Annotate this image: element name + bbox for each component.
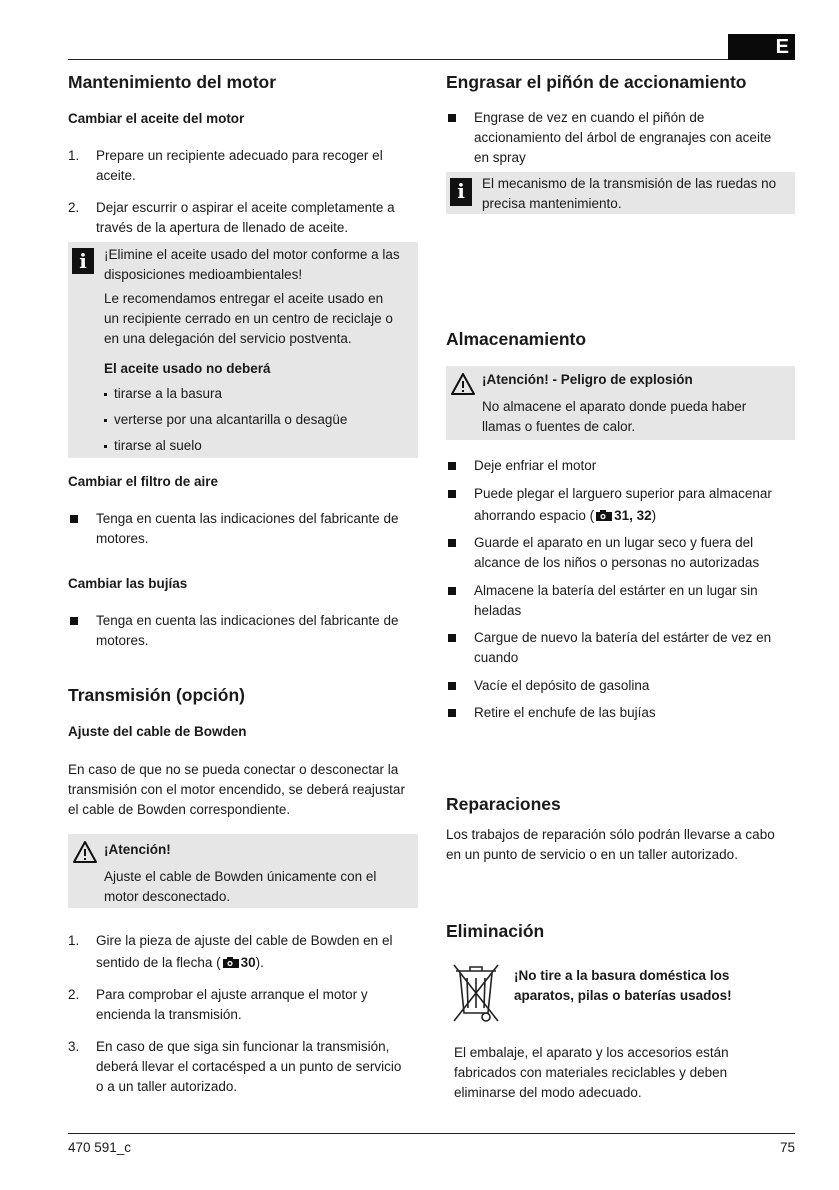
info-icon: i: [450, 178, 472, 206]
bullet-square: [448, 634, 456, 642]
language-tab: E: [728, 34, 795, 60]
section-title-repairs: Reparaciones: [446, 794, 561, 814]
bullet-square: [448, 709, 456, 717]
section-title-storage: Almacenamiento: [446, 329, 587, 349]
bullet-square: [448, 462, 456, 470]
subsection-spark-plugs: Cambiar las bujías: [68, 576, 188, 591]
subsection-air-filter: Cambiar el filtro de aire: [68, 474, 219, 489]
header-rule: [68, 59, 795, 60]
info-icon: i: [72, 248, 94, 274]
bullet-square: [70, 617, 78, 625]
bullet-square: [70, 515, 78, 523]
camera-icon: [223, 957, 239, 968]
warning-icon: [72, 840, 98, 864]
figure-ref: 31, 32: [614, 508, 652, 523]
warning-title: ¡Atención!: [104, 842, 171, 857]
figure-ref: 30: [240, 955, 256, 970]
footer-rule: [68, 1133, 795, 1134]
bullet-square: [448, 114, 456, 122]
warning-box-bowden: ¡Atención! Ajuste el cable de Bowden únicamente con el motor desconectado.: [68, 834, 418, 908]
bullet-square: [448, 682, 456, 690]
subsection-bowden: Ajuste del cable de Bowden: [68, 724, 247, 739]
warning-icon: [450, 372, 476, 396]
section-title-motor: Mantenimiento del motor: [68, 72, 277, 92]
warning-title: ¡Atención! - Peligro de explosión: [482, 372, 693, 387]
manual-page: E Mantenimiento del motor Cambiar el aceite del motor 1. Prepare un recipiente adecuado para recoger el aceite. 2. Dejar escurrir o aspirar el aceite completamente a través de la apertura de llenado de aceite. i ¡Elimine el aceite usado del motor conforme a las disposiciones medioambientales! Le recomendamos entregar el aceite usado en un recipiente cerrado en un centro de reciclaje o en una delegación del servicio postventa. El aceite usado no deberá tirarse a la basura verterse por una alcantarilla o desagüe tirarse al suelo Cambiar el filtro de aire Tenga en cuenta las indicaciones del fabricante de motores. Cambiar las bujías Tenga en cuenta las indicaciones del fabricante de motores. Transmisión (opción) Ajuste del cable de Bowden En caso de que no se pueda conectar o desconectar la transmisión con el motor encendido, se deberá reajustar el cable de Bowden correspondiente. ¡Atención! Ajuste el cable de Bowden únicamente con el motor desconectado. 1. Gire la pieza de ajuste del cable de Bowden en el sentido de la flecha ( 30). 2. Para comprobar el ajuste arranque el motor y encienda la transmisión. 3. En caso de que siga sin funcionar la transmisión, deberá llevar el cortacésped a un punto de servicio o a un taller autorizado. Engrasar el piñón de accionamiento Engrase de vez en cuando el piñón de accionamiento del árbol de engranajes con aceite en spray i El mecanismo de la transmisión de las ruedas no precisa mantenimiento. Almacenamiento ¡Atención! - Peligro de explosión No almacene el aparato donde pueda haber llamas o fuentes de calor. Deje enfriar el motor Puede plegar el larguero superior para almacenar ahorrando espacio ( 31, 32) Guarde el aparato en un lugar seco y fuera del alcance de los niños o personas no autorizadas Almacene la batería del estárter en un lugar sin heladas Cargue de nuevo la batería del estárter de vez en cuando Vacíe el depósito de gasolina Retire el enchufe de las bujías Reparaciones Los trabajos de reparación sólo podrán llevarse a cabo en un punto de servicio o en un taller autorizado. Eliminación ¡No tire a la basura doméstica los aparatos, pilas o baterías usados! El embalaje, el aparato y los accesorios están fabricados con materiales reciclables y deben eliminarse del modo adecuado. 470 591_c 75: [0, 0, 839, 1190]
bullet-square: [448, 490, 456, 498]
info-bold: El aceite usado no deberá: [104, 361, 271, 376]
section-title-transmission: Transmisión (opción): [68, 685, 245, 705]
page-number: 75: [779, 1140, 795, 1155]
camera-icon: [596, 510, 612, 521]
bullet-square: [448, 539, 456, 547]
info-box-oil: i ¡Elimine el aceite usado del motor conforme a las disposiciones medioambientales! Le recomendamos entregar el aceite usado en un recipiente cerrado en un centro de reciclaje o en una delegación del servicio postventa. El aceite usado no deberá tirarse a la basura verterse por una alcantarilla o desagüe tirarse al suelo: [68, 242, 418, 458]
section-title-grease: Engrasar el piñón de accionamiento: [446, 72, 747, 92]
section-title-disposal: Eliminación: [446, 921, 545, 941]
document-number: 470 591_c: [68, 1140, 132, 1155]
warning-box-storage: ¡Atención! - Peligro de explosión No almacene el aparato donde pueda haber llamas o fuentes de calor.: [446, 366, 795, 440]
info-box-grease: i El mecanismo de la transmisión de las ruedas no precisa mantenimiento.: [446, 172, 795, 214]
subsection-oil: Cambiar el aceite del motor: [68, 111, 245, 126]
weee-bin-icon: [452, 963, 500, 1025]
bullet-square: [448, 587, 456, 595]
